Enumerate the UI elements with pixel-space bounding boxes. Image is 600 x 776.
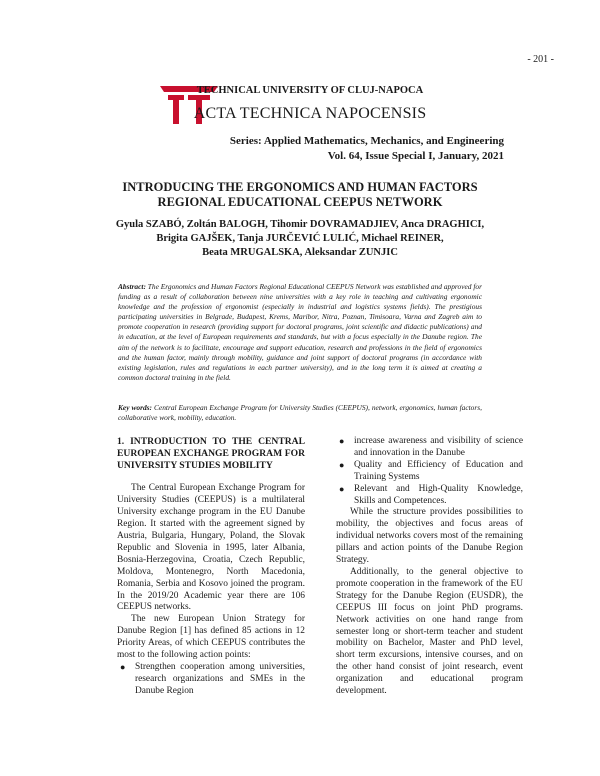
- keywords: [118, 403, 482, 423]
- list-item: [339, 436, 523, 460]
- list-item-text: increase awareness and visibility of science and innovation in the Danube: [354, 436, 523, 458]
- abstract-text: The Ergonomics and Human Factors Regional Educational CEEPUS Network was established and approved for funding as a result of collaboration between nine universities with a key role in teaching and cultivating ergonomic knowledge and the profession of ergonomist (especially in industrial and logistics systems fields). The prestigious participating universities in Belgrade, Budapest, Krems, Maribor, Nitra, Poznan, Timisoara, Varna and Zagreb aim to promote cooperation in research (providing support for doctoral programs, joint scientific and didactic publications) and in education, at the level of European requirements and standards, but with a focus especially in the Danube region. The aim of the network is to facilitate, encourage and support education, research and professions in the field of ergonomics and the human factor, mainly through mobility, guidance and joint support of doctoral programs (in accordance with existing legislation, rules and regulations in each partner university), and in the long term it is aimed at creating a common doctoral training in the field.: [118, 282, 482, 382]
- body-paragraph: The new European Union Strategy for Danube Region [1] has defined 85 actions in 12 Priority Areas, of which CEEPUS contributes the most to the following action points:: [117, 614, 305, 661]
- abstract: [118, 282, 482, 383]
- page-number: - 201 -: [527, 54, 554, 65]
- title-line: REGIONAL EDUCATIONAL CEEPUS NETWORK: [157, 195, 443, 209]
- keywords-text: Central European Exchange Program for University Studies (CEEPUS), network, ergonomics, human factors, collaborative work, mobility, education.: [118, 403, 482, 423]
- author-line: Beata MRUGALSKA, Aleksandar ZUNJIC: [202, 247, 398, 258]
- paper-title: [0, 180, 600, 210]
- series-info: [230, 134, 504, 164]
- left-column: [117, 436, 305, 698]
- journal-title: ACTA TECHNICA NAPOCENSIS: [193, 105, 427, 122]
- series-line: Series: Applied Mathematics, Mechanics, and Engineering: [229, 135, 504, 147]
- title-line: INTRODUCING THE ERGONOMICS AND HUMAN FACTORS: [122, 180, 478, 194]
- author-list: [0, 218, 600, 260]
- body-paragraph: While the structure provides possibilities to mobility, the objectives and focus areas of individual networks covers most of the remaining pillars and action points of the Danube Region Strategy.: [336, 507, 523, 566]
- author-line: Gyula SZABÓ, Zoltán BALOGH, Tihomir DOVRAMADJIEV, Anca DRAGHICI,: [115, 219, 485, 230]
- bullet-icon: ●: [339, 483, 345, 494]
- bullet-icon: ●: [339, 436, 345, 446]
- right-column: [336, 436, 523, 698]
- body-paragraph: Additionally, to the general objective to promote cooperation in the framework of the EU Strategy for the Danube Region (EUSDR), the CEEPUS III focus on joint PhD programs. Network activities on one hand range from semester long or short-term teacher and student mobility on Bachelor, Master and PhD level, short term excursions, intensive courses, and on the other hand consist of joint research, event organization and educational program development.: [336, 566, 523, 697]
- list-item-text: Relevant and High-Quality Knowledge, Skills and Competences.: [354, 483, 523, 506]
- bullet-icon: ●: [339, 459, 345, 470]
- keywords-label: Key words:: [118, 403, 152, 412]
- author-line: Brigita GAJŠEK, Tanja JURČEVIĆ LULIĆ, Michael REINER,: [156, 233, 444, 244]
- list-item: [339, 459, 523, 484]
- bullet-list: [336, 436, 523, 507]
- list-item-text: Strengthen cooperation among universities, research organizations and SMEs in the Danube Region: [135, 661, 305, 696]
- bullet-icon: ●: [120, 661, 126, 672]
- university-name: TECHNICAL UNIVERSITY OF CLUJ-NAPOCA: [196, 85, 424, 96]
- section-heading: 1. INTRODUCTION TO THE CENTRAL EUROPEAN EXCHANGE PROGRAM FOR UNIVERSITY STUDIES MOBILITY: [117, 436, 305, 471]
- list-item-text: Quality and Efficiency of Education and Training Systems: [354, 459, 523, 482]
- abstract-label: Abstract:: [118, 282, 146, 291]
- list-item: [339, 483, 523, 508]
- list-item: [120, 661, 305, 698]
- body-paragraph: The Central European Exchange Program for University Studies (CEEPUS) is a multilateral University exchange program in the EU Danube Region. It started with the agreement signed by Austria, Bulgaria, Hungary, Poland, the Slovak Republic and Slovenia in 1995, later Albania, Bosnia-Herzegovina, Croatia, Czech Republic, Moldova, Montenegro, North Macedonia, Romania, Serbia and Kosovo joined the program. In the 2019/20 Academic year there are 106 CEEPUS networks.: [117, 483, 305, 613]
- volume-line: Vol. 64, Issue Special I, January, 2021: [327, 150, 504, 162]
- bullet-list: [117, 662, 305, 698]
